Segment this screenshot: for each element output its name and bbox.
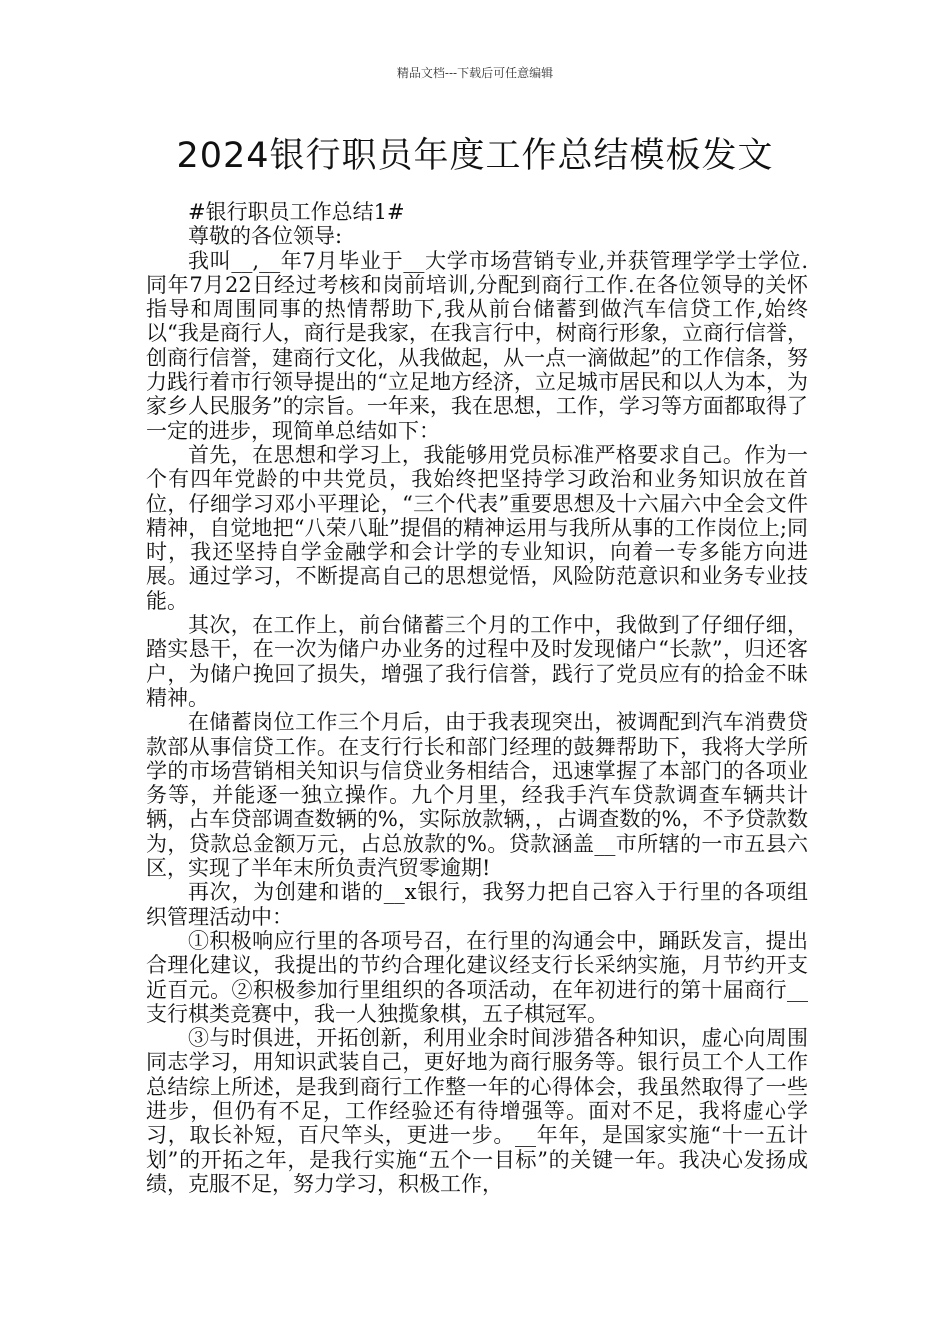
body-paragraph: 首先，在思想和学习上，我能够用党员标准严格要求自己。作为一个有四年党龄的中共党员，我始终把坚持学习政治和业务知识放在首位，仔细学习邓小平理论，“三个代表”重要思想及十六届六中全会文件精神，自觉地把“八荣八耻”提倡的精神运用与我所从事的工作岗位上;同时，我还坚持自学金融学和会计学的专业知识，向着一专多能方向进展。通过学习，不断提高自己的思想觉悟，风险防范意识和业务专业技能。 [146, 442, 808, 613]
body-paragraph: 我叫__,__年7月毕业于__大学市场营销专业,并获管理学学士学位.同年7月22日经过考核和岗前培训,分配到商行工作.在各位领导的关怀指导和周围同事的热情帮助下,我从前台储蓄到做汽车信贷工作,始终以“我是商行人，商行是我家，在我言行中，树商行形象，立商行信誉，创商行信誉，建商行文化，从我做起，从一点一滴做起”的工作信条，努力践行着市行领导提出的“立足地方经济，立足城市居民和以人为本，为家乡人民服务”的宗旨。一年来，我在思想，工作，学习等方面都取得了一定的进步，现简单总结如下： [146, 248, 808, 443]
body-paragraph: 在储蓄岗位工作三个月后，由于我表现突出，被调配到汽车消费贷款部从事信贷工作。在支行行长和部门经理的鼓舞帮助下，我将大学所学的市场营销相关知识与信贷业务相结合，迅速掌握了本部门的各项业务等，并能逐一独立操作。九个月里，经我手汽车贷款调查车辆共计辆，占车贷部调查数辆的%，实际放款辆，，占调查数的%，不予贷款数为，贷款总金额万元，占总放款的%。贷款涵盖__市所辖的一市五县六区，实现了半年末所负责汽贸零逾期! [146, 710, 808, 881]
section-heading: #银行职员工作总结1# [188, 200, 405, 224]
document-body [146, 200, 808, 1196]
body-paragraph: ③与时俱进，开拓创新，利用业余时间涉猎各种知识，虚心向周围同志学习，用知识武装自己，更好地为商行服务等。银行员工个人工作总结综上所述，是我到商行工作整一年的心得体会，我虽然取得了一些进步，但仍有不足，工作经验还有待增强等。面对不足，我将虚心学习，取长补短，百尺竿头，更进一步。__年年，是国家实施“十一五计划”的开拓之年，是我行实施“五个一目标”的关键一年。我决心发扬成绩，克服不足，努力学习，积极工作， [146, 1026, 808, 1196]
document-title: 2024银行职员年度工作总结模板发文 [176, 136, 774, 176]
page-header-note: 精品文档---下载后可任意编辑 [396, 66, 554, 80]
salutation: 尊敬的各位领导: [188, 224, 343, 249]
body-paragraph: 再次，为创建和谐的__x银行，我努力把自己容入于行里的各项组织管理活动中： [146, 880, 808, 929]
body-paragraph: 其次，在工作上，前台储蓄三个月的工作中，我做到了仔细仔细，踏实恳干，在一次为储户办业务的过程中及时发现储户“长款”，归还客户，为储户挽回了损失，增强了我行信誉，践行了党员应有的拾金不昧精神。 [146, 613, 808, 710]
body-paragraph: ①积极响应行里的各项号召，在行里的沟通会中，踊跃发言，提出合理化建议，我提出的节约合理化建议经支行长采纳实施，月节约开支近百元。②积极参加行里组织的各项活动，在年初进行的第十届商行__支行棋类竞赛中，我一人独揽象棋，五子棋冠军。 [146, 928, 808, 1026]
